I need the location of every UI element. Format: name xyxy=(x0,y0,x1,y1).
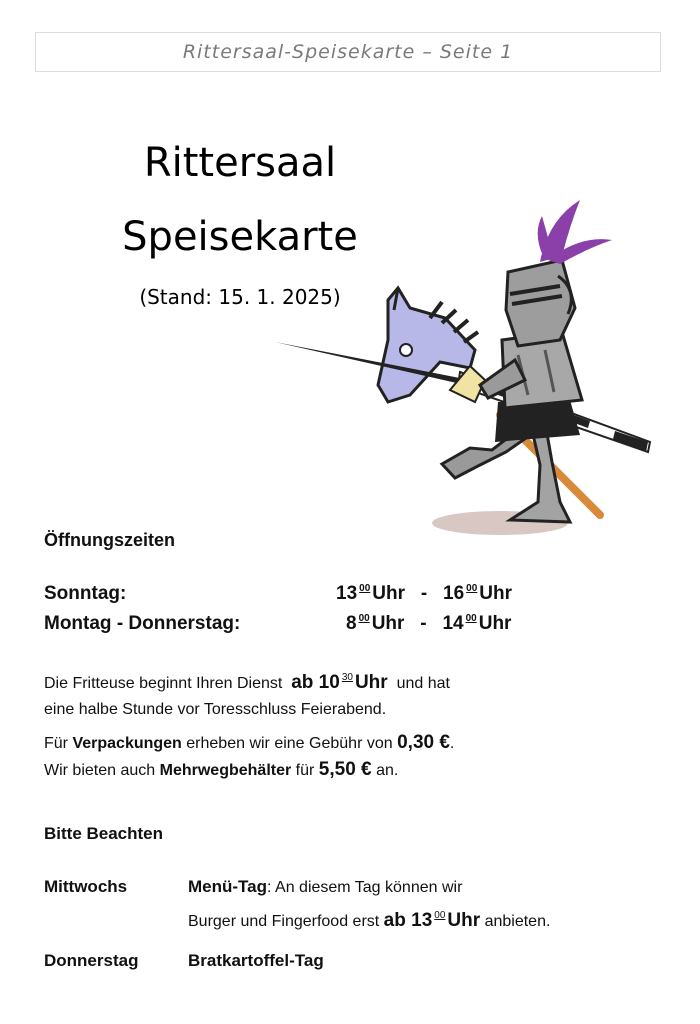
hours-row-weekday-time: 8 $^{00}$ Uhr - 14 $^{00}$ Uhr xyxy=(346,613,512,634)
note-wednesday-label: Mittwochs xyxy=(44,877,128,896)
packaging-paragraph: Für Verpackungen erheben wir eine Gebühr von 0,30 €. Wir bieten auch Mehrwegbehälter für 5,50 € an. xyxy=(44,732,455,780)
note-thursday-label: Donnerstag xyxy=(44,951,139,970)
fryer-paragraph: Die Fritteuse beginnt Ihren Dienst ab 10 $^{30}$ Uhr und hat eine halbe Stunde vor Toresschluss Feierabend. xyxy=(44,672,450,718)
hours-row-sunday-time: 13 $^{00}$ Uhr - 16 $^{00}$ Uhr xyxy=(336,583,513,604)
hours-row-sunday-day: Sonntag: xyxy=(44,583,127,604)
hours-heading: Öffnungszeiten xyxy=(44,530,175,550)
note-thursday-text: Bratkartoffel-Tag xyxy=(188,951,324,970)
knight-illustration xyxy=(270,190,660,540)
notes-heading: Bitte Beachten xyxy=(44,824,164,843)
stand-date: (Stand: 15. 1. 2025) xyxy=(139,285,341,309)
title-line-2: Speisekarte xyxy=(122,214,358,260)
note-wednesday-text: Menü-Tag: An diesem Tag können wir Burger und Fingerfood erst ab 13 $^{00}$ Uhr anbieten. xyxy=(188,877,551,931)
title-line-1: Rittersaal xyxy=(143,140,337,186)
hours-row-weekday-day: Montag - Donnerstag: xyxy=(44,613,241,634)
page-header: Rittersaal-Speisekarte – Seite 1 xyxy=(35,32,661,72)
